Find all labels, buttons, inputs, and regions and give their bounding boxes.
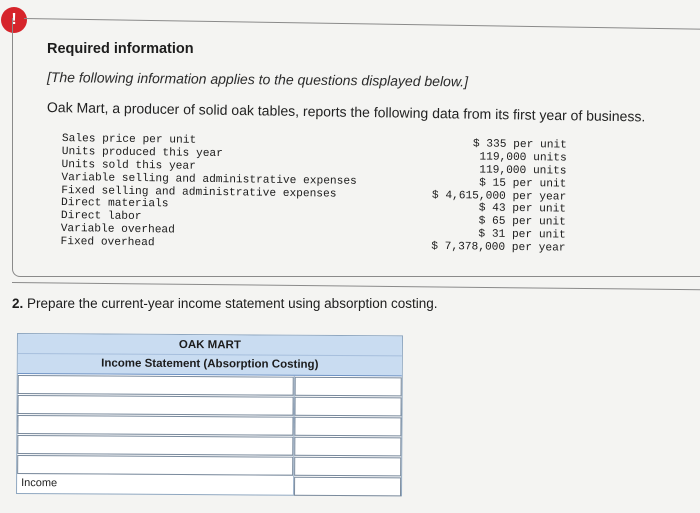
table-row xyxy=(18,394,402,416)
data-label: Units sold this year xyxy=(61,158,196,173)
question-number: 2. xyxy=(12,296,24,311)
income-label-cell xyxy=(17,474,294,495)
income-label: Income xyxy=(21,477,58,490)
data-label: Sales price per unit xyxy=(61,133,197,147)
row-amount-cell xyxy=(294,436,401,456)
alert-icon: ! xyxy=(1,7,27,33)
table-row xyxy=(17,434,401,456)
row-amount-cell xyxy=(295,396,402,416)
data-label: Fixed overhead xyxy=(60,236,155,250)
data-value: $ 335 per unit xyxy=(472,138,567,152)
data-value: $ 4,615,000 per year xyxy=(431,189,567,204)
problem-intro: Oak Mart, a producer of solid oak tables, reports the following data from its first year of business. xyxy=(46,99,646,125)
data-value: 119,000 units xyxy=(479,164,567,178)
data-label: Variable overhead xyxy=(60,223,175,237)
row-amount-cell xyxy=(295,376,402,396)
table-row-income xyxy=(17,474,401,495)
row-amount-input[interactable] xyxy=(294,456,401,476)
data-label: Direct materials xyxy=(60,197,169,211)
company-data-list xyxy=(60,133,566,256)
row-label-cell xyxy=(18,394,295,415)
row-label-cell xyxy=(17,414,294,435)
data-value: $ 43 per unit xyxy=(478,202,567,217)
row-label-cell xyxy=(17,434,294,455)
data-label: Direct labor xyxy=(60,210,142,224)
table-row xyxy=(18,374,402,396)
data-label: Units produced this year xyxy=(61,145,223,160)
table-row xyxy=(17,454,401,476)
row-amount-input[interactable] xyxy=(295,396,402,416)
section-divider xyxy=(12,282,700,290)
income-statement-table xyxy=(16,333,403,496)
instructions-note: [The following information applies to the questions displayed below.] xyxy=(46,69,469,90)
statement-header xyxy=(18,334,402,376)
row-amount-input[interactable] xyxy=(294,436,401,456)
row-label-cell xyxy=(18,374,295,395)
data-value: $ 7,378,000 per year xyxy=(431,240,566,255)
row-label-input[interactable] xyxy=(18,395,294,416)
row-amount-input[interactable] xyxy=(294,416,401,436)
required-information-title: Required information xyxy=(47,41,194,57)
data-value: $ 15 per unit xyxy=(479,177,567,191)
question-text: Prepare the current-year income statement using absorption costing. xyxy=(27,296,438,311)
row-amount-input[interactable] xyxy=(295,376,402,396)
row-amount-cell xyxy=(294,456,401,476)
row-label-cell xyxy=(17,454,294,475)
data-label: Fixed selling and administrative expenses xyxy=(61,184,337,201)
data-value: $ 65 per unit xyxy=(478,215,566,229)
income-amount-cell xyxy=(294,476,401,496)
table-row xyxy=(17,414,401,436)
row-amount-cell xyxy=(294,416,401,436)
income-amount-input[interactable] xyxy=(294,476,401,496)
statement-company-name: OAK MART xyxy=(18,334,402,356)
row-label-input[interactable] xyxy=(17,455,293,476)
data-value: $ 31 per unit xyxy=(478,228,566,242)
statement-title: Income Statement (Absorption Costing) xyxy=(101,357,319,371)
question-prompt xyxy=(12,296,438,311)
data-label: Variable selling and administrative expenses xyxy=(61,171,357,188)
row-label-input[interactable] xyxy=(17,435,293,456)
row-label-input[interactable] xyxy=(17,415,293,436)
row-label-input[interactable] xyxy=(18,375,294,396)
data-value: 119,000 units xyxy=(479,151,567,165)
